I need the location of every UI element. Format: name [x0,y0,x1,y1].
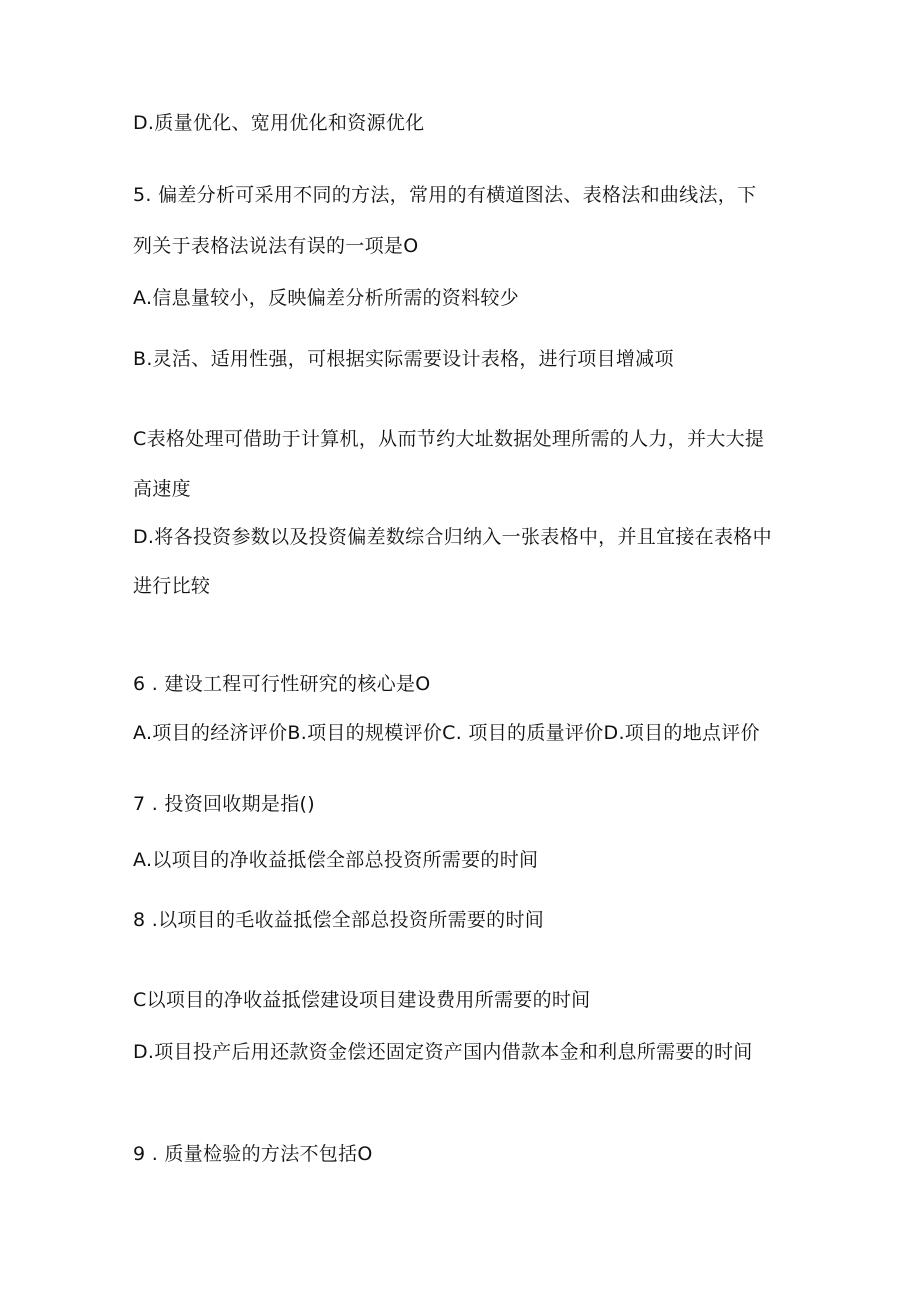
q5-option-d-line-1: D.将各投资参数以及投资偏差数综合归纳入一张表格中，并且宜接在表格中 [133,526,772,548]
q9-stem: 9 . 质量检验的方法不包括O [133,1143,373,1165]
q5-stem-line-1: 5. 偏差分析可采用不同的方法，常用的有横道图法、表格法和曲线法，下 [133,184,757,206]
q5-option-b: B.灵活、适用性强，可根据实际需要设计表格，进行项目增减项 [133,348,674,370]
q7-stem: 7 . 投资回收期是指() [133,793,315,815]
q4-option-d: D.质量优化、宽用优化和资源优化 [133,112,425,134]
q7-option-d: D.项目投产后用还款资金偿还固定资产国内借款本金和利息所需要的时间 [133,1041,753,1063]
q7-option-b: 8 .以项目的毛收益抵偿全部总投资所需要的时间 [133,909,545,931]
q5-stem-line-2: 列关于表格法说法有误的一项是O [133,235,419,257]
q5-option-c-line-2: 高速度 [133,478,191,500]
q5-option-c-line-1: C表格处理可借助于计算机，从而节约大址数据处理所需的人力，并大大提 [133,428,765,450]
q5-option-d-line-2: 进行比较 [133,575,211,597]
q5-option-a: A.信息量较小，反映偏差分析所需的资料较少 [133,287,520,309]
q7-option-c: C以项目的净收益抵偿建设项目建设费用所需要的时间 [133,989,591,1011]
q6-stem: 6 . 建设工程可行性研究的核心是O [133,673,431,695]
q6-options: A.项目的经济评价B.项目的规模评价C. 项目的质量评价D.项目的地点评价 [133,722,760,744]
q7-option-a: A.以项目的净收益抵偿全部总投资所需要的时间 [133,849,539,871]
